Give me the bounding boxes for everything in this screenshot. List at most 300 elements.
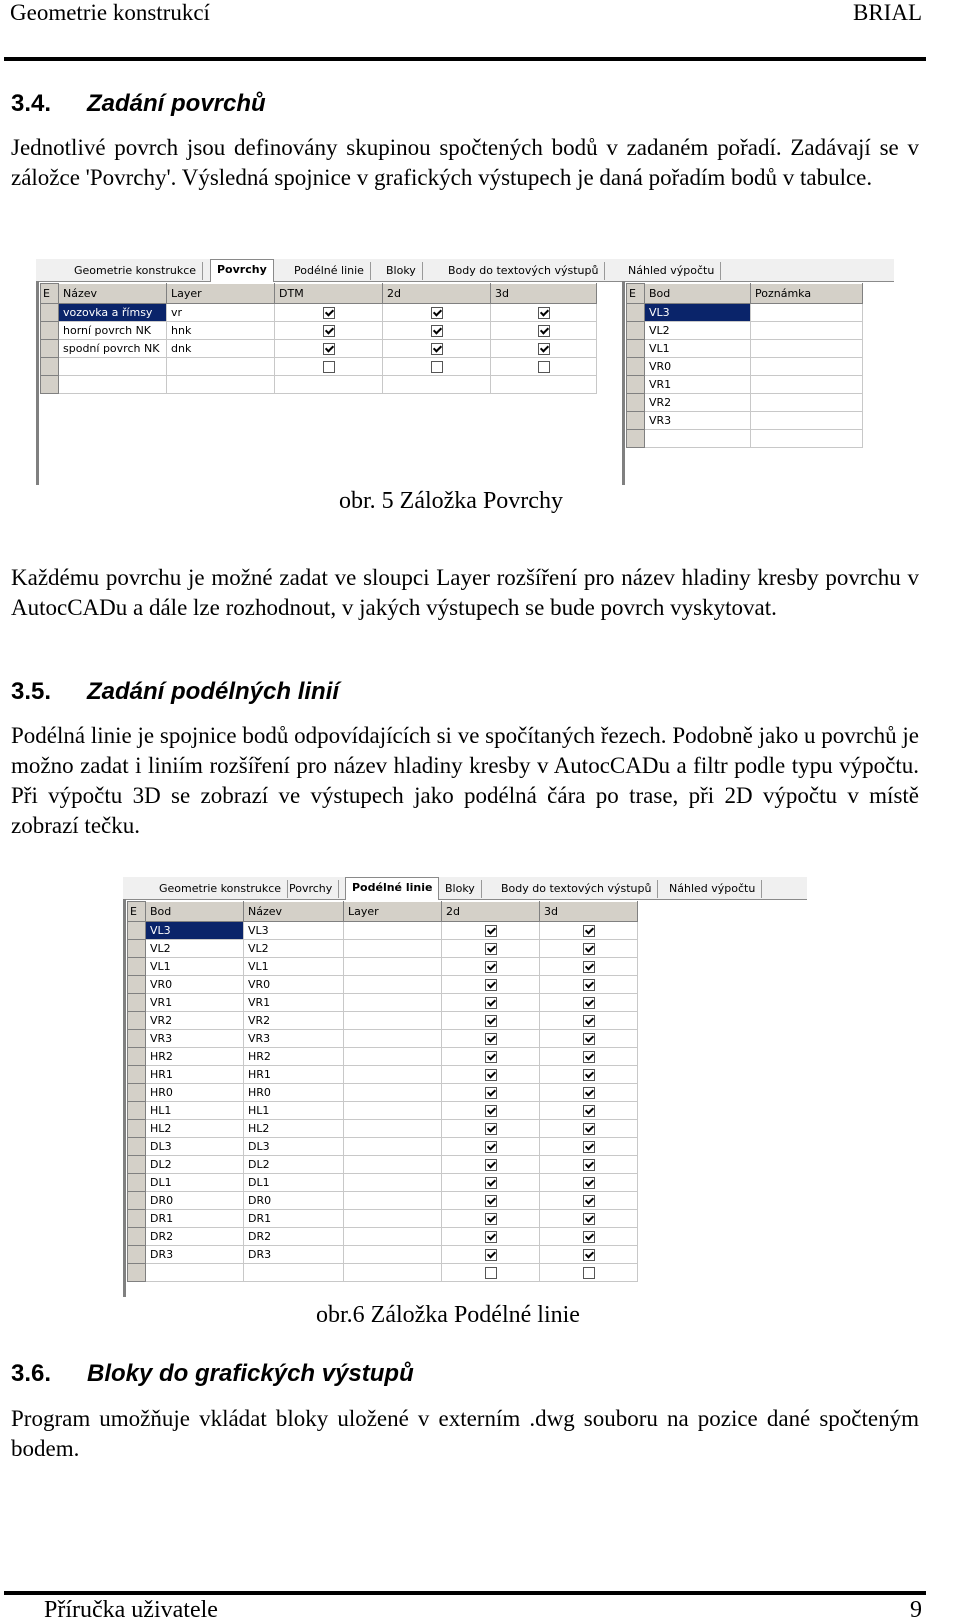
cell-layer[interactable] xyxy=(344,1120,442,1138)
tab-surfaces[interactable]: Povrchy xyxy=(210,259,274,282)
row-indicator[interactable] xyxy=(128,1174,146,1192)
row-indicator[interactable] xyxy=(627,358,645,376)
cell-layer[interactable] xyxy=(344,958,442,976)
cell-point[interactable]: VL2 xyxy=(146,940,244,958)
2d-checkbox[interactable] xyxy=(485,1249,497,1261)
table-row[interactable] xyxy=(41,322,597,340)
cell-2d xyxy=(442,1228,540,1246)
cell-point[interactable]: DR0 xyxy=(146,1192,244,1210)
cell-2d xyxy=(442,1048,540,1066)
cell-point[interactable]: DL2 xyxy=(146,1156,244,1174)
cell-2d xyxy=(442,1156,540,1174)
table-row[interactable] xyxy=(41,340,597,358)
cell-name[interactable]: DL3 xyxy=(244,1138,344,1156)
2d-checkbox[interactable] xyxy=(485,1123,497,1135)
cell-name[interactable]: DR3 xyxy=(244,1246,344,1264)
d3-checkbox[interactable] xyxy=(538,343,550,355)
row-indicator[interactable] xyxy=(128,1246,146,1264)
cell-layer[interactable] xyxy=(344,994,442,1012)
cell-name[interactable]: DR0 xyxy=(244,1192,344,1210)
2d-checkbox[interactable] xyxy=(485,1195,497,1207)
cell-layer[interactable] xyxy=(167,358,275,376)
cell-d2 xyxy=(383,322,491,340)
cell-point[interactable]: VR1 xyxy=(645,376,751,394)
points-table xyxy=(626,283,863,448)
d3-checkbox[interactable] xyxy=(538,307,550,319)
dtm-checkbox[interactable] xyxy=(323,325,335,337)
cell-2d xyxy=(442,1120,540,1138)
cell-layer[interactable] xyxy=(344,1048,442,1066)
3d-checkbox[interactable] xyxy=(583,943,595,955)
row-indicator[interactable] xyxy=(627,322,645,340)
longitudinal-table xyxy=(127,901,638,1282)
cell-point[interactable]: HL1 xyxy=(146,1102,244,1120)
cell-3d xyxy=(540,1228,638,1246)
2d-checkbox[interactable] xyxy=(485,1015,497,1027)
cell-layer[interactable] xyxy=(344,1192,442,1210)
cell-2d xyxy=(442,976,540,994)
cell-2d xyxy=(442,1030,540,1048)
2d-checkbox[interactable] xyxy=(485,1177,497,1189)
row-indicator[interactable] xyxy=(128,976,146,994)
cell-layer[interactable]: hnk xyxy=(167,322,275,340)
cell-name[interactable] xyxy=(244,1264,344,1282)
cell-layer[interactable] xyxy=(344,1084,442,1102)
cell-point[interactable]: HL2 xyxy=(146,1120,244,1138)
2d-checkbox[interactable] xyxy=(485,1033,497,1045)
3d-checkbox[interactable] xyxy=(583,1033,595,1045)
tab-surfaces[interactable]: Povrchy xyxy=(283,880,339,898)
tab-bar xyxy=(123,877,807,900)
cell-d2 xyxy=(383,340,491,358)
col-header-dtm[interactable]: DTM xyxy=(275,284,383,304)
cell-point[interactable]: DR1 xyxy=(146,1210,244,1228)
cell-3d xyxy=(540,976,638,994)
d2-checkbox[interactable] xyxy=(431,343,443,355)
cell-point[interactable]: VR0 xyxy=(146,976,244,994)
table-row[interactable] xyxy=(128,1192,638,1210)
tab-blocks[interactable]: Bloky xyxy=(380,262,423,280)
cell-3d xyxy=(540,1192,638,1210)
cell-note[interactable] xyxy=(751,322,863,340)
row-indicator[interactable] xyxy=(627,376,645,394)
empty-cell xyxy=(491,376,597,394)
cell-d3 xyxy=(491,322,597,340)
cell-note[interactable] xyxy=(751,340,863,358)
dtm-checkbox[interactable] xyxy=(323,343,335,355)
col-header-point[interactable]: Bod xyxy=(645,284,751,304)
col-header-note[interactable]: Poznámka xyxy=(751,284,863,304)
empty-row xyxy=(41,376,597,394)
cell-point[interactable]: VL1 xyxy=(146,958,244,976)
cell-layer[interactable] xyxy=(344,1138,442,1156)
tab-preview[interactable]: Náhled výpočtu xyxy=(622,262,721,280)
row-indicator[interactable] xyxy=(128,922,146,940)
cell-name[interactable]: HL1 xyxy=(244,1102,344,1120)
row-indicator[interactable] xyxy=(128,958,146,976)
cell-name[interactable]: DL2 xyxy=(244,1156,344,1174)
cell-layer[interactable] xyxy=(344,1102,442,1120)
cell-d3 xyxy=(491,340,597,358)
cell-name[interactable]: VR3 xyxy=(244,1030,344,1048)
panel-border-left xyxy=(123,899,126,1297)
table-row[interactable] xyxy=(41,304,597,322)
3d-checkbox[interactable] xyxy=(583,1141,595,1153)
row-indicator[interactable] xyxy=(128,1066,146,1084)
table-row[interactable] xyxy=(128,958,638,976)
cell-point[interactable]: VR0 xyxy=(645,358,751,376)
2d-checkbox[interactable] xyxy=(485,1213,497,1225)
row-indicator-header: E xyxy=(627,284,645,304)
cell-note[interactable] xyxy=(751,394,863,412)
table-row[interactable] xyxy=(128,1012,638,1030)
section-heading-3-4: 3.4. Zadání povrchů xyxy=(11,90,266,117)
cell-3d xyxy=(540,994,638,1012)
panel-border-left xyxy=(36,281,39,485)
empty-cell xyxy=(167,376,275,394)
cell-3d xyxy=(540,1048,638,1066)
3d-checkbox[interactable] xyxy=(583,1015,595,1027)
row-indicator[interactable] xyxy=(627,340,645,358)
row-indicator[interactable] xyxy=(128,1120,146,1138)
cell-point[interactable]: VL3 xyxy=(146,922,244,940)
3d-checkbox[interactable] xyxy=(583,1267,595,1279)
row-indicator[interactable] xyxy=(627,394,645,412)
2d-checkbox[interactable] xyxy=(485,1069,497,1081)
cell-point[interactable]: DR3 xyxy=(146,1246,244,1264)
cell-3d xyxy=(540,1102,638,1120)
row-indicator[interactable] xyxy=(128,1102,146,1120)
tab-bar xyxy=(36,259,894,282)
row-indicator[interactable] xyxy=(128,1264,146,1282)
tab-preview[interactable]: Náhled výpočtu xyxy=(663,880,762,898)
cell-note[interactable] xyxy=(751,304,863,322)
col-header-name[interactable]: Název xyxy=(59,284,167,304)
2d-checkbox[interactable] xyxy=(485,1105,497,1117)
tab-geometry[interactable]: Geometrie konstrukce xyxy=(68,262,203,280)
table-row[interactable] xyxy=(627,358,863,376)
cell-name[interactable]: DR1 xyxy=(244,1210,344,1228)
col-header-layer[interactable]: Layer xyxy=(344,902,442,922)
cell-2d xyxy=(442,1138,540,1156)
cell-layer[interactable] xyxy=(344,922,442,940)
cell-d2 xyxy=(383,304,491,322)
cell-name[interactable]: VR0 xyxy=(244,976,344,994)
section-heading-3-6: 3.6. Bloky do grafických výstupů xyxy=(11,1360,414,1387)
cell-2d xyxy=(442,1066,540,1084)
row-indicator[interactable] xyxy=(627,412,645,430)
table-row[interactable] xyxy=(128,1048,638,1066)
3d-checkbox[interactable] xyxy=(583,1249,595,1261)
header-brand: BRIAL xyxy=(853,0,922,25)
cell-name[interactable]: spodní povrch NK xyxy=(59,340,167,358)
cell-point[interactable]: VR3 xyxy=(645,412,751,430)
row-indicator[interactable] xyxy=(128,1156,146,1174)
table-row[interactable] xyxy=(128,1174,638,1192)
row-indicator[interactable] xyxy=(128,1192,146,1210)
table-row[interactable] xyxy=(627,340,863,358)
row-indicator[interactable] xyxy=(128,1030,146,1048)
figure-5-caption: obr. 5 Záložka Povrchy xyxy=(339,488,563,514)
col-header-3d[interactable]: 3d xyxy=(491,284,597,304)
table-row[interactable] xyxy=(128,940,638,958)
2d-checkbox[interactable] xyxy=(485,1267,497,1279)
cell-point[interactable]: HR2 xyxy=(146,1048,244,1066)
3d-checkbox[interactable] xyxy=(583,1087,595,1099)
surfaces-table xyxy=(40,283,597,394)
cell-layer[interactable] xyxy=(344,1012,442,1030)
cell-point[interactable]: HR1 xyxy=(146,1066,244,1084)
cell-2d xyxy=(442,1174,540,1192)
cell-2d xyxy=(442,1246,540,1264)
row-indicator[interactable] xyxy=(128,1138,146,1156)
cell-note[interactable] xyxy=(751,376,863,394)
table-row[interactable] xyxy=(128,1066,638,1084)
table-row[interactable] xyxy=(627,304,863,322)
d3-checkbox[interactable] xyxy=(538,361,550,373)
cell-dtm xyxy=(275,322,383,340)
cell-point[interactable]: VR2 xyxy=(645,394,751,412)
2d-checkbox[interactable] xyxy=(485,997,497,1009)
cell-layer[interactable] xyxy=(344,1210,442,1228)
cell-name[interactable]: horní povrch NK xyxy=(59,322,167,340)
cell-2d xyxy=(442,1264,540,1282)
table-row[interactable] xyxy=(128,1120,638,1138)
cell-3d xyxy=(540,1264,638,1282)
tab-geometry[interactable]: Geometrie konstrukce xyxy=(153,880,288,898)
table-row[interactable] xyxy=(627,322,863,340)
cell-point[interactable] xyxy=(146,1264,244,1282)
cell-point[interactable]: VL1 xyxy=(645,340,751,358)
table-row[interactable] xyxy=(128,1084,638,1102)
tab-text-output-points[interactable]: Body do textových výstupů xyxy=(495,880,658,898)
cell-name[interactable] xyxy=(59,358,167,376)
table-row[interactable] xyxy=(128,1138,638,1156)
cell-2d xyxy=(442,1210,540,1228)
cell-2d xyxy=(442,958,540,976)
3d-checkbox[interactable] xyxy=(583,1123,595,1135)
cell-dtm xyxy=(275,358,383,376)
3d-checkbox[interactable] xyxy=(583,997,595,1009)
panel-divider xyxy=(622,281,625,485)
col-header-2d[interactable]: 2d xyxy=(442,902,540,922)
cell-d3 xyxy=(491,304,597,322)
cell-3d xyxy=(540,1066,638,1084)
cell-note[interactable] xyxy=(751,358,863,376)
dtm-checkbox[interactable] xyxy=(323,361,335,373)
row-indicator[interactable] xyxy=(128,1048,146,1066)
cell-2d xyxy=(442,1102,540,1120)
cell-2d xyxy=(442,1192,540,1210)
2d-checkbox[interactable] xyxy=(485,961,497,973)
2d-checkbox[interactable] xyxy=(485,1051,497,1063)
cell-point[interactable]: VR3 xyxy=(146,1030,244,1048)
cell-name[interactable]: VL3 xyxy=(244,922,344,940)
cell-3d xyxy=(540,958,638,976)
row-indicator[interactable] xyxy=(41,304,59,322)
cell-3d xyxy=(540,1084,638,1102)
row-indicator[interactable] xyxy=(128,1210,146,1228)
cell-d3 xyxy=(491,358,597,376)
cell-name[interactable]: DL1 xyxy=(244,1174,344,1192)
empty-cell xyxy=(751,430,863,448)
empty-cell xyxy=(59,376,167,394)
cell-layer[interactable]: dnk xyxy=(167,340,275,358)
3d-checkbox[interactable] xyxy=(583,1195,595,1207)
cell-point[interactable]: VL3 xyxy=(645,304,751,322)
cell-3d xyxy=(540,1210,638,1228)
row-indicator[interactable] xyxy=(41,340,59,358)
table-row[interactable] xyxy=(128,1246,638,1264)
cell-point[interactable]: HR0 xyxy=(146,1084,244,1102)
2d-checkbox[interactable] xyxy=(485,979,497,991)
2d-checkbox[interactable] xyxy=(485,943,497,955)
2d-checkbox[interactable] xyxy=(485,1231,497,1243)
row-indicator[interactable] xyxy=(41,322,59,340)
table-row[interactable] xyxy=(128,1030,638,1048)
section-heading-3-5: 3.5. Zadání podélných linií xyxy=(11,678,340,705)
col-header-3d[interactable]: 3d xyxy=(540,902,638,922)
table-row[interactable] xyxy=(128,922,638,940)
3d-checkbox[interactable] xyxy=(583,1177,595,1189)
dtm-checkbox[interactable] xyxy=(323,307,335,319)
cell-name[interactable]: HR1 xyxy=(244,1066,344,1084)
cell-layer[interactable] xyxy=(344,1174,442,1192)
row-indicator[interactable] xyxy=(128,1012,146,1030)
row-indicator-header: E xyxy=(41,284,59,304)
cell-layer[interactable] xyxy=(344,940,442,958)
row-indicator[interactable] xyxy=(128,940,146,958)
cell-3d xyxy=(540,940,638,958)
3d-checkbox[interactable] xyxy=(583,1213,595,1225)
cell-name[interactable]: VL1 xyxy=(244,958,344,976)
cell-name[interactable]: DR2 xyxy=(244,1228,344,1246)
footer-title: Příručka uživatele xyxy=(44,1597,218,1623)
3d-checkbox[interactable] xyxy=(583,1069,595,1081)
paragraph-longitudinal: Podélná linie je spojnice bodů odpovídajících si ve spočítaných řezech. Podobně jako u povrchů je možno zadat i liniím rozšíření pro název hladiny kresby v AutocCADu a filtr podle typu výpočtu. Při výpočtu 3D se zobrazí ve výstupech jako podélná čára po trase, při 2D výpočtu v místě zobrazí tečku. xyxy=(11,723,919,838)
col-header-name[interactable]: Název xyxy=(244,902,344,922)
cell-layer[interactable] xyxy=(344,1264,442,1282)
d3-checkbox[interactable] xyxy=(538,325,550,337)
cell-name[interactable]: vozovka a římsy xyxy=(59,304,167,322)
cell-2d xyxy=(442,994,540,1012)
row-indicator[interactable] xyxy=(128,1084,146,1102)
d2-checkbox[interactable] xyxy=(431,307,443,319)
cell-3d xyxy=(540,1138,638,1156)
2d-checkbox[interactable] xyxy=(485,1159,497,1171)
table-row[interactable] xyxy=(627,394,863,412)
tab-blocks[interactable]: Bloky xyxy=(439,880,482,898)
cell-name[interactable]: HR2 xyxy=(244,1048,344,1066)
table-row[interactable] xyxy=(128,1102,638,1120)
row-indicator[interactable] xyxy=(128,1228,146,1246)
d2-checkbox[interactable] xyxy=(431,361,443,373)
table-row[interactable] xyxy=(128,1156,638,1174)
cell-layer[interactable] xyxy=(344,1156,442,1174)
cell-name[interactable]: HL2 xyxy=(244,1120,344,1138)
row-indicator xyxy=(627,430,645,448)
cell-point[interactable]: DL1 xyxy=(146,1174,244,1192)
figure-6-caption: obr.6 Záložka Podélné linie xyxy=(316,1302,580,1328)
cell-3d xyxy=(540,1246,638,1264)
table-row[interactable] xyxy=(128,1210,638,1228)
cell-3d xyxy=(540,922,638,940)
figure-surfaces-tab xyxy=(36,259,894,485)
cell-2d xyxy=(442,1084,540,1102)
tab-longitudinal[interactable]: Podélné linie xyxy=(345,877,439,900)
d2-checkbox[interactable] xyxy=(431,325,443,337)
3d-checkbox[interactable] xyxy=(583,979,595,991)
cell-layer[interactable] xyxy=(344,1066,442,1084)
cell-3d xyxy=(540,1174,638,1192)
cell-point[interactable]: VR1 xyxy=(146,994,244,1012)
3d-checkbox[interactable] xyxy=(583,961,595,973)
col-header-point[interactable]: Bod xyxy=(146,902,244,922)
empty-cell xyxy=(383,376,491,394)
empty-cell xyxy=(645,430,751,448)
3d-checkbox[interactable] xyxy=(583,1159,595,1171)
3d-checkbox[interactable] xyxy=(583,1105,595,1117)
figure-longitudinal-tab xyxy=(123,877,807,1297)
cell-point[interactable]: DR2 xyxy=(146,1228,244,1246)
table-row[interactable] xyxy=(128,976,638,994)
table-row[interactable] xyxy=(128,994,638,1012)
cell-d2 xyxy=(383,358,491,376)
cell-layer[interactable] xyxy=(344,1030,442,1048)
row-indicator[interactable] xyxy=(41,358,59,376)
col-header-2d[interactable]: 2d xyxy=(383,284,491,304)
col-header-layer[interactable]: Layer xyxy=(167,284,275,304)
cell-point[interactable]: VL2 xyxy=(645,322,751,340)
header-rule xyxy=(4,57,926,61)
tab-longitudinal[interactable]: Podélné linie xyxy=(288,262,371,280)
2d-checkbox[interactable] xyxy=(485,925,497,937)
3d-checkbox[interactable] xyxy=(583,1051,595,1063)
paragraph-blocks: Program umožňuje vkládat bloky uložené v externím .dwg souboru na pozice dané spočteným bodem. xyxy=(11,1406,919,1461)
3d-checkbox[interactable] xyxy=(583,925,595,937)
3d-checkbox[interactable] xyxy=(583,1231,595,1243)
2d-checkbox[interactable] xyxy=(485,1141,497,1153)
row-indicator[interactable] xyxy=(627,304,645,322)
paragraph-layer: Každému povrchu je možné zadat ve sloupci Layer rozšíření pro název hladiny kresby povrchu v AutocCADu a dále lze rozhodnout, v jakých výstupech se bude povrch vyskytovat. xyxy=(11,565,919,620)
footer-rule xyxy=(4,1591,926,1595)
cell-layer[interactable] xyxy=(344,976,442,994)
table-row[interactable] xyxy=(627,412,863,430)
cell-name[interactable]: VR1 xyxy=(244,994,344,1012)
cell-3d xyxy=(540,1012,638,1030)
cell-point[interactable]: VR2 xyxy=(146,1012,244,1030)
cell-name[interactable]: VR2 xyxy=(244,1012,344,1030)
cell-note[interactable] xyxy=(751,412,863,430)
table-row[interactable] xyxy=(627,376,863,394)
row-indicator xyxy=(41,376,59,394)
tab-text-output-points[interactable]: Body do textových výstupů xyxy=(442,262,605,280)
table-row[interactable] xyxy=(128,1264,638,1282)
table-row[interactable] xyxy=(41,358,597,376)
cell-name[interactable]: VL2 xyxy=(244,940,344,958)
empty-row xyxy=(627,430,863,448)
cell-name[interactable]: HR0 xyxy=(244,1084,344,1102)
row-indicator[interactable] xyxy=(128,994,146,1012)
header-title: Geometrie konstrukcí xyxy=(10,0,210,25)
cell-point[interactable]: DL3 xyxy=(146,1138,244,1156)
cell-layer[interactable] xyxy=(344,1246,442,1264)
cell-2d xyxy=(442,922,540,940)
table-row[interactable] xyxy=(128,1228,638,1246)
2d-checkbox[interactable] xyxy=(485,1087,497,1099)
cell-layer[interactable] xyxy=(344,1228,442,1246)
cell-layer[interactable]: vr xyxy=(167,304,275,322)
